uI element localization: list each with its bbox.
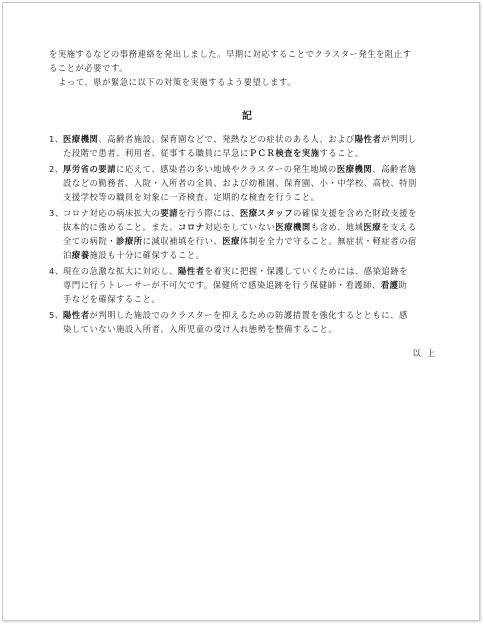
request-item-number: 3、 bbox=[49, 208, 64, 218]
text-segment: 対応をしていない bbox=[204, 222, 276, 232]
text-segment: を着実に把握・保護していくためには、感染追跡を bbox=[204, 266, 409, 276]
text-segment: 現在の急激な拡大に対応し、 bbox=[63, 266, 179, 276]
request-item-line bbox=[63, 234, 445, 248]
request-item-number: 1、 bbox=[49, 134, 64, 144]
emphasized-text: 医療 bbox=[222, 236, 240, 246]
text-segment: を支える bbox=[381, 222, 417, 232]
text-segment: に減収補填を行い、 bbox=[142, 236, 223, 246]
text-segment: 手などを確保すること。 bbox=[63, 294, 161, 304]
text-segment: 設などの勤務者、入院・入所者の全員、および幼稚園、保育園、小・中学校、高校、特別 bbox=[63, 178, 417, 188]
document-page bbox=[2, 2, 480, 621]
request-item bbox=[49, 308, 445, 336]
text-segment: た段階で患者、利用者、従事する職員に早急に bbox=[63, 148, 249, 158]
intro-line: を実施するなどの事務連絡を発出しました。早期に対応することでクラスター発生を阻止す bbox=[49, 49, 412, 59]
request-item-line bbox=[63, 190, 445, 204]
text-segment: 抜本的に強めること。また、 bbox=[63, 222, 179, 232]
emphasized-text: 厚労省の要請 bbox=[63, 164, 117, 174]
request-item-text bbox=[63, 162, 445, 204]
request-item-line bbox=[63, 162, 445, 176]
request-item-line bbox=[63, 146, 445, 160]
emphasized-text: 要請 bbox=[160, 208, 179, 218]
text-segment: の確保支援を含めた財政支援を bbox=[293, 208, 417, 218]
text-segment: 施設も十分に確保すること。 bbox=[89, 250, 205, 260]
text-segment: も含め、地域 bbox=[310, 222, 364, 232]
request-item-number: 5、 bbox=[49, 310, 64, 320]
request-item bbox=[49, 264, 445, 306]
request-list bbox=[49, 132, 445, 336]
request-item-line bbox=[63, 308, 445, 322]
request-item-line bbox=[63, 264, 445, 278]
intro-line: よって、県が緊急に以下の対策を実施するよう要望します。 bbox=[58, 77, 297, 87]
emphasized-text: 医療機関 bbox=[336, 164, 373, 174]
request-item-line bbox=[63, 176, 445, 190]
emphasized-text: 医療スタッフ bbox=[239, 208, 294, 218]
request-item-text bbox=[63, 264, 445, 306]
intro-line: ることが必要です。 bbox=[49, 63, 128, 73]
text-segment: 全ての病院・ bbox=[63, 236, 117, 246]
document-heading: 記 bbox=[242, 111, 252, 122]
request-item-number: 2、 bbox=[49, 164, 64, 174]
text-segment: 泊 bbox=[63, 250, 72, 260]
intro-paragraph bbox=[49, 47, 445, 89]
request-item-text bbox=[63, 308, 445, 336]
emphasized-text: ＰＣＲ検査を実施 bbox=[248, 148, 320, 158]
emphasized-text: 医療機関 bbox=[63, 134, 99, 144]
emphasized-text: 陽性者 bbox=[354, 134, 382, 144]
emphasized-text: 医療機関 bbox=[275, 222, 311, 232]
text-segment: に応えて、感染者の多い地域やクラスターの発生地域の bbox=[116, 164, 337, 174]
text-segment: 専門に行うトレーサーが不可欠です。保健所で感染追跡を行う保健師・看護師、 bbox=[63, 280, 381, 290]
emphasized-text: コロナ bbox=[178, 222, 205, 232]
request-item-line bbox=[63, 206, 445, 220]
request-item-line bbox=[63, 220, 445, 234]
request-item-text bbox=[63, 132, 445, 160]
request-item-line bbox=[63, 322, 445, 336]
text-segment: すること。 bbox=[319, 148, 364, 158]
request-item bbox=[49, 132, 445, 160]
text-segment: 体制を全力で守ること。無症状・軽症者の宿 bbox=[239, 236, 417, 246]
text-segment: 支援学校等の職員を対象に一斉検査、定期的な検査を行うこと。 bbox=[63, 192, 320, 202]
request-item bbox=[49, 206, 445, 262]
closing-text: 以上 bbox=[412, 348, 441, 358]
emphasized-text: 療養 bbox=[71, 250, 90, 260]
request-item-line bbox=[63, 248, 445, 262]
request-item bbox=[49, 162, 445, 204]
text-segment: コロナ対応の病床拡大の bbox=[63, 208, 161, 218]
emphasized-text: 看護 bbox=[380, 280, 399, 290]
document-body bbox=[49, 47, 445, 360]
request-item-number: 4、 bbox=[49, 266, 64, 276]
text-segment: 助 bbox=[398, 280, 408, 290]
text-segment: 、高齢者施設、保育園などで、発熱などの症状のある人、および bbox=[98, 134, 355, 144]
emphasized-text: 診療所 bbox=[116, 236, 143, 246]
emphasized-text: 医療 bbox=[363, 222, 382, 232]
text-segment: 染していない施設入所者、入所児童の受け入れ態勢を整備すること。 bbox=[63, 324, 338, 334]
text-segment: を行う際には、 bbox=[178, 208, 240, 218]
request-item-line bbox=[63, 132, 445, 146]
emphasized-text: 陽性者 bbox=[63, 310, 90, 320]
text-segment: 、高齢者施 bbox=[372, 164, 417, 174]
text-segment: が判明した施設でのクラスターを抑えるための防護措置を強化するとともに、感 bbox=[89, 310, 408, 320]
emphasized-text: 陽性者 bbox=[178, 266, 205, 276]
request-item-line bbox=[63, 278, 445, 292]
request-item-line bbox=[63, 292, 445, 306]
text-segment: が判明し bbox=[381, 134, 417, 144]
request-item-text bbox=[63, 206, 445, 262]
